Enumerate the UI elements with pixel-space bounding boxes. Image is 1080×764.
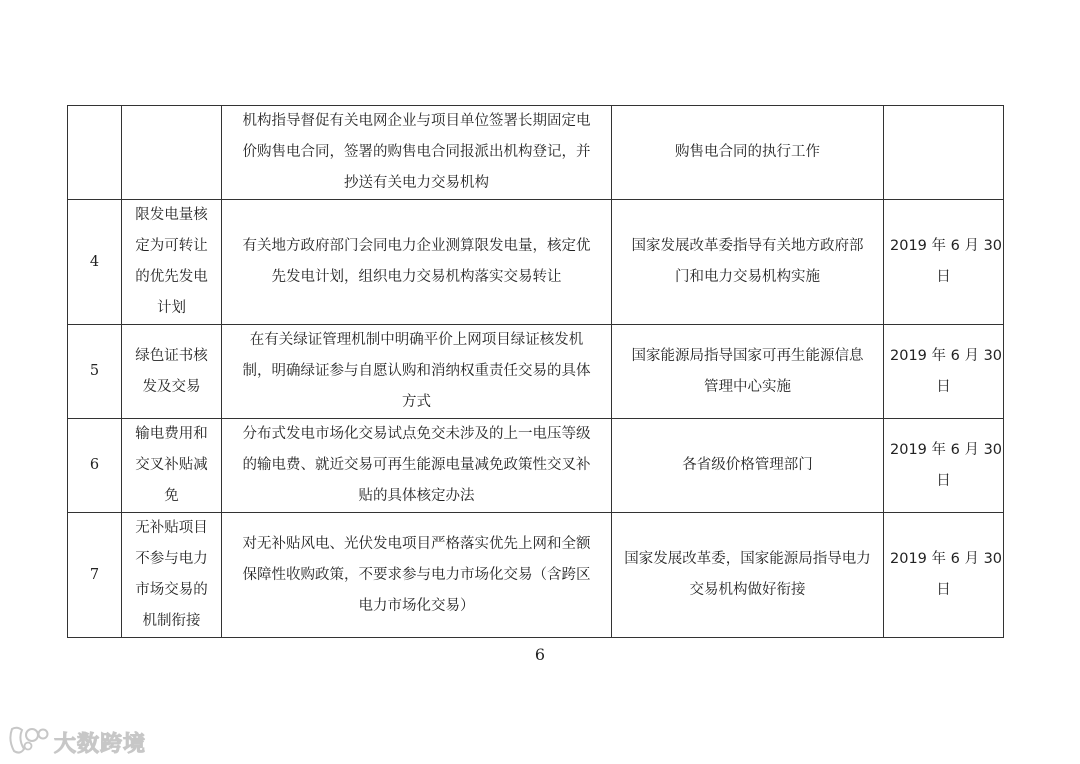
deadline-cell <box>884 325 1004 419</box>
deadline-line: 2019 年 6 月 30 <box>890 441 1003 458</box>
deadline-line: 2019 年 6 月 30 <box>890 347 1003 364</box>
measure-line: 贴的具体核定办法 <box>358 488 475 504</box>
watermark <box>6 724 146 760</box>
page-number: 6 <box>534 645 546 664</box>
item-line: 定为可转让 <box>135 238 208 254</box>
measure-line: 对无补贴风电、光伏发电项目严格落实优先上网和全额 <box>242 535 591 552</box>
item-cell <box>122 419 222 513</box>
measure-line: 价购售电合同，签署的购售电合同报派出机构登记，并 <box>242 144 591 160</box>
item-line: 计划 <box>157 300 186 316</box>
item-line: 输电费用和 <box>135 426 208 442</box>
item-line: 市场交易的 <box>135 582 208 598</box>
responsible-cell <box>612 325 884 419</box>
responsible-line: 国家发展改革委，国家能源局指导电力 <box>624 551 871 567</box>
deadline-line: 日 <box>936 472 951 489</box>
measure-line: 在有关绿证管理机制中明确平价上网项目绿证核发机 <box>249 332 584 348</box>
responsible-line: 门和电力交易机构实施 <box>675 269 820 285</box>
item-cell <box>122 106 222 200</box>
measure-cell <box>222 513 612 638</box>
row-number-cell: 7 <box>68 513 122 638</box>
measure-line: 保障性收购政策，不要求参与电力市场化交易（含跨区 <box>242 566 591 583</box>
row-number-cell: 6 <box>68 419 122 513</box>
responsible-line: 管理中心实施 <box>704 378 791 395</box>
item-cell <box>122 513 222 638</box>
measure-line: 先发电计划，组织电力交易机构落实交易转让 <box>271 269 562 285</box>
item-line: 的优先发电 <box>135 269 208 285</box>
table-row <box>68 419 1004 513</box>
responsible-line: 各省级价格管理部门 <box>682 457 813 473</box>
responsible-cell <box>612 106 884 200</box>
responsible-line: 购售电合同的执行工作 <box>675 144 820 160</box>
item-line: 免 <box>164 488 179 504</box>
measure-cell <box>222 200 612 325</box>
measure-line: 机构指导督促有关电网企业与项目单位签署长期固定电 <box>242 113 591 129</box>
measure-cell <box>222 325 612 419</box>
deadline-cell <box>884 419 1004 513</box>
measure-line: 抄送有关电力交易机构 <box>344 175 489 191</box>
item-line: 机制衔接 <box>142 613 201 629</box>
deadline-line: 2019 年 6 月 30 <box>890 551 1003 567</box>
deadline-line: 日 <box>936 582 951 598</box>
row-number-cell: 4 <box>68 200 122 325</box>
measure-line: 电力市场化交易） <box>358 597 475 614</box>
table-row <box>68 106 1004 200</box>
responsible-cell <box>612 419 884 513</box>
deadline-line: 日 <box>936 378 951 395</box>
item-line: 交叉补贴减 <box>135 457 208 473</box>
measure-cell <box>222 106 612 200</box>
responsible-line: 交易机构做好衔接 <box>689 582 806 598</box>
responsible-cell <box>612 200 884 325</box>
table-row <box>68 200 1004 325</box>
table-row <box>68 325 1004 419</box>
responsible-line: 国家发展改革委指导有关地方政府部 <box>631 238 864 254</box>
measure-line: 的输电费、就近交易可再生能源电量减免政策性交叉补 <box>242 457 591 473</box>
row-number-cell: 5 <box>68 325 122 419</box>
measure-line: 制，明确绿证参与自愿认购和消纳权重责任交易的具体 <box>242 363 591 379</box>
responsible-line: 国家能源局指导国家可再生能源信息 <box>631 347 864 364</box>
row-number-cell <box>68 106 122 200</box>
deadline-line: 2019 年 6 月 30 <box>890 238 1003 254</box>
item-cell <box>122 325 222 419</box>
item-cell <box>122 200 222 325</box>
table-row <box>68 513 1004 638</box>
item-line: 限发电量核 <box>135 207 208 223</box>
bubble-logo-icon <box>6 725 50 759</box>
deadline-cell <box>884 106 1004 200</box>
item-line: 无补贴项目 <box>135 520 208 536</box>
measure-line: 分布式发电市场化交易试点免交未涉及的上一电压等级 <box>242 426 591 442</box>
deadline-line: 日 <box>936 269 951 285</box>
responsible-cell <box>612 513 884 638</box>
measure-cell <box>222 419 612 513</box>
item-line: 绿色证书核 <box>135 347 208 364</box>
policy-table <box>67 105 1004 638</box>
measure-line: 有关地方政府部门会同电力企业测算限发电量，核定优 <box>242 238 591 254</box>
deadline-cell <box>884 200 1004 325</box>
item-line: 不参与电力 <box>135 551 208 567</box>
watermark-text: 大数跨境 <box>54 731 147 757</box>
deadline-cell <box>884 513 1004 638</box>
item-line: 发及交易 <box>142 378 201 395</box>
measure-line: 方式 <box>402 394 431 410</box>
